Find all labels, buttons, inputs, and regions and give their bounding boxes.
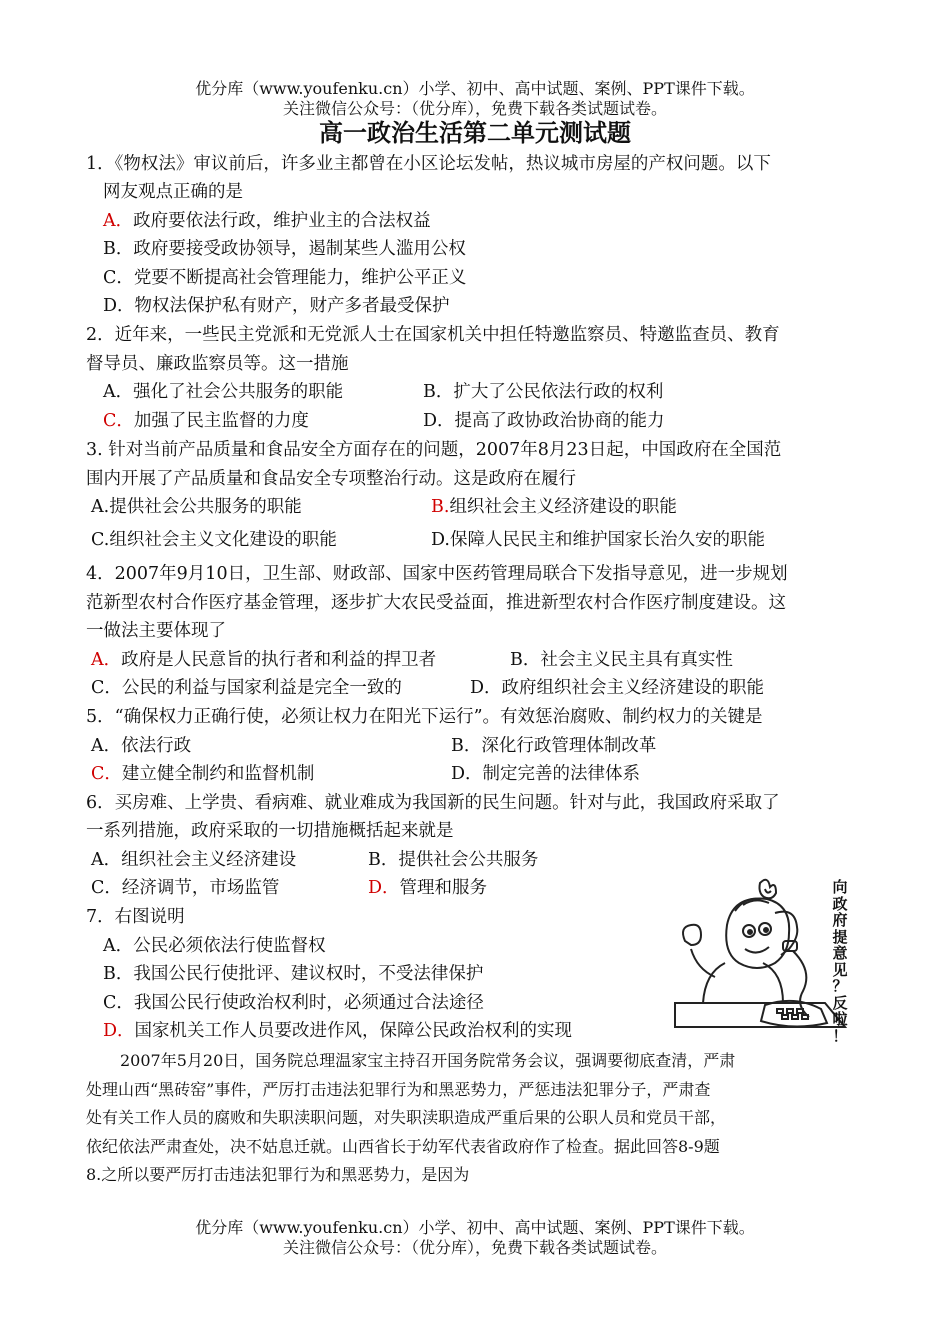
caption-char: ！ <box>832 1026 848 1045</box>
footer-line-1: 优分库（www.youfenku.cn）小学、初中、高中试题、案例、PPT课件下载。 <box>195 1218 755 1237</box>
caption-char: ？ <box>832 977 848 995</box>
q1-option-c: C．党要不断提高社会管理能力，维护公平正义 <box>103 268 467 288</box>
footer-line-2: 关注微信公众号：（优分库），免费下载各类试题试卷。 <box>282 1238 667 1257</box>
q3-option-c: C.组织社会主义文化建设的职能 <box>91 530 337 550</box>
q5-option-b: B．深化行政管理体制改革 <box>451 736 657 756</box>
q7-option-c: C．我国公民行使政治权利时，必须通过合法途径 <box>103 993 484 1013</box>
header-line-1: 优分库（www.youfenku.cn）小学、初中、高中试题、案例、PPT课件下载。 <box>195 79 755 98</box>
passage-line-4: 依纪依法严肃查处，决不姑息迁就。山西省长于幼军代表省政府作了检查。据此回答8-9题 <box>86 1137 720 1156</box>
header-line-2: 关注微信公众号：（优分库），免费下载各类试题试卷。 <box>282 99 667 118</box>
passage-line-1: 2007年5月20日，国务院总理温家宝主持召开国务院常务会议，强调要彻底查清，严肃 <box>120 1051 736 1070</box>
q5-option-a: A．依法行政 <box>91 736 192 756</box>
q7-option-b: B．我国公民行使批评、建议权时，不受法律保护 <box>103 964 484 984</box>
question-8-stem: 8.之所以要严厉打击违法犯罪行为和黑恶势力，是因为 <box>86 1165 470 1184</box>
q1-stem-2: 网友观点正确的是 <box>103 182 243 202</box>
q1-option-a: A．政府要依法行政，维护业主的合法权益 <box>103 211 431 231</box>
q6-option-d: D．管理和服务 <box>368 878 488 898</box>
q4-option-c: C．公民的利益与国家利益是完全一致的 <box>91 678 402 698</box>
q4-option-b: B．社会主义民主具有真实性 <box>510 650 733 670</box>
q3-option-d: D.保障人民民主和维护国家长治久安的职能 <box>431 530 765 550</box>
q3-option-b: B.组织社会主义经济建设的职能 <box>431 497 677 517</box>
q5-option-c: C．建立健全制约和监督机制 <box>91 764 315 784</box>
caption-char: 政 <box>832 894 848 913</box>
q2-stem-1: 2．近年来，一些民主党派和无党派人士在国家机关中担任特邀监察员、特邀监查员、教育 <box>86 325 780 345</box>
passage-line-2: 处理山西“黑砖窑”事件，严厉打击违法犯罪行为和黑恶势力，严惩违法犯罪分子，严肃查 <box>86 1080 711 1099</box>
q6-option-c: C．经济调节，市场监管 <box>91 878 280 898</box>
caption-char: 向 <box>832 878 848 896</box>
q7-stem-1: 7．右图说明 <box>86 907 185 927</box>
q3-option-a: A.提供社会公共服务的职能 <box>91 497 302 517</box>
q4-stem-3: 一做法主要体现了 <box>86 621 226 641</box>
caption-char: 见 <box>832 960 848 979</box>
passage-line-3: 处有关工作人员的腐败和失职渎职问题，对失职渎职造成严重后果的公职人员和党员干部， <box>86 1108 727 1127</box>
caption-char: 提 <box>832 927 848 946</box>
q6-stem-1: 6．买房难、上学贵、看病难、就业难成为我国新的民生问题。针对与此，我国政府采取了 <box>86 793 780 813</box>
page-title: 高一政治生活第二单元测试题 <box>319 119 631 147</box>
q1-option-b: B．政府要接受政协领导，遏制某些人滥用公权 <box>103 239 466 259</box>
q4-option-a: A．政府是人民意旨的执行者和利益的捍卫者 <box>91 650 437 670</box>
q2-option-d: D．提高了政协政治协商的能力 <box>423 411 665 431</box>
q2-stem-2: 督导员、廉政监察员等。这一措施 <box>86 354 349 374</box>
q7-option-d: D．国家机关工作人员要改进作风，保障公民政治权利的实现 <box>103 1021 573 1041</box>
q2-option-c: C．加强了民主监督的力度 <box>103 411 309 431</box>
q1-stem-1: 1．《物权法》审议前后，许多业主都曾在小区论坛发帖，热议城市房屋的产权问题。以下 <box>86 154 771 174</box>
q5-option-d: D．制定完善的法律体系 <box>451 764 641 784</box>
cartoon-caption <box>828 879 852 1044</box>
cartoon-illustration <box>665 875 855 1050</box>
caption-char: 啦 <box>832 1010 848 1028</box>
q3-stem-1: 3. 针对当前产品质量和食品安全方面存在的问题，2007年8月23日起，中国政府在全国范 <box>86 440 782 460</box>
q3-stem-2: 围内开展了产品质量和食品安全专项整治行动。这是政府在履行 <box>86 469 576 489</box>
q2-option-b: B．扩大了公民依法行政的权利 <box>423 382 664 402</box>
q4-option-d: D．政府组织社会主义经济建设的职能 <box>470 678 765 698</box>
caption-char: 意 <box>832 944 848 962</box>
cartoon-drawing <box>665 875 855 1050</box>
caption-char: 反 <box>832 993 848 1012</box>
q6-option-b: B．提供社会公共服务 <box>368 850 539 870</box>
q7-option-a: A．公民必须依法行使监督权 <box>103 936 326 956</box>
q2-option-a: A．强化了社会公共服务的职能 <box>103 382 344 402</box>
q4-stem-1: 4．2007年9月10日，卫生部、财政部、国家中医药管理局联合下发指导意见，进一步规划 <box>86 564 788 584</box>
q6-stem-2: 一系列措施，政府采取的一切措施概括起来就是 <box>86 821 454 841</box>
q4-stem-2: 范新型农村合作医疗基金管理，逐步扩大农民受益面，推进新型农村合作医疗制度建设。这 <box>86 593 786 613</box>
caption-char: 府 <box>832 911 848 929</box>
q5-stem-1: 5．“确保权力正确行使，必须让权力在阳光下运行”。有效惩治腐败、制约权力的关键是 <box>86 707 763 727</box>
q6-option-a: A．组织社会主义经济建设 <box>91 850 297 870</box>
q1-option-d: D．物权法保护私有财产，财产多者最受保护 <box>103 296 450 316</box>
